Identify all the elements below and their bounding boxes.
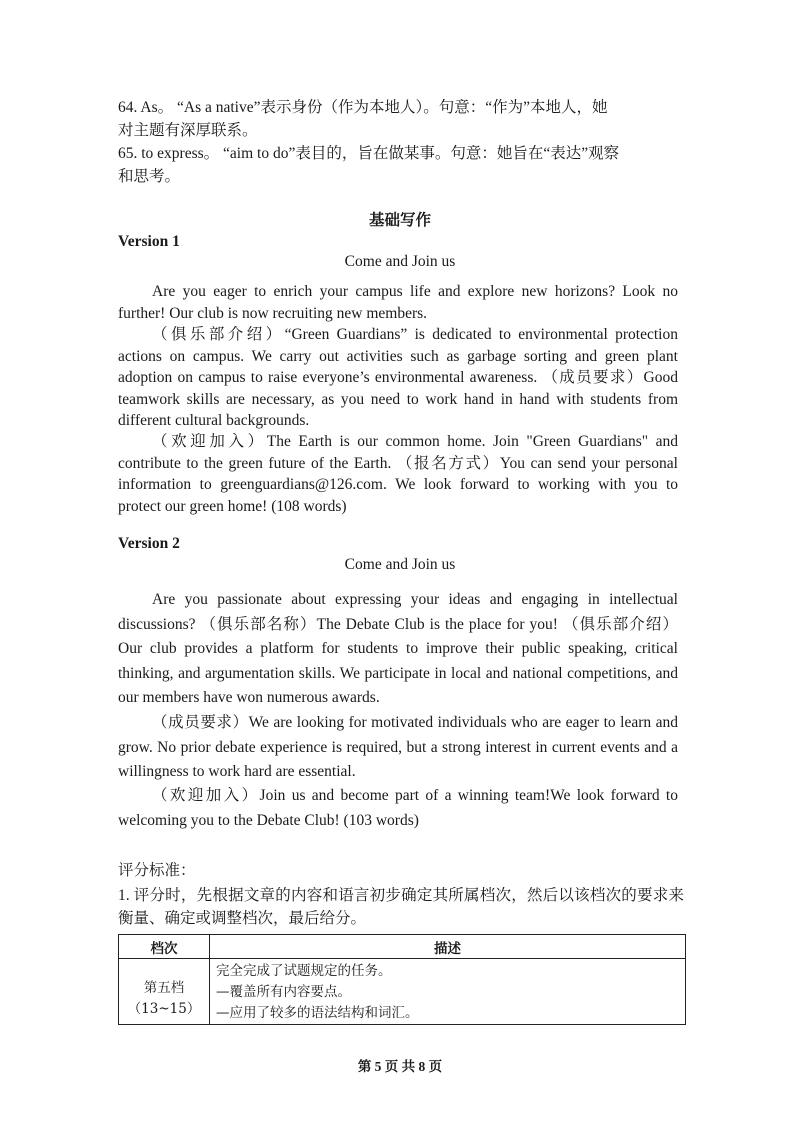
- answer-64-line1: 64. As。 “As a native”表示身份（作为本地人）。句意：“作为”本地人，她: [118, 99, 608, 116]
- table-header-level: 档次: [119, 935, 210, 959]
- table-row: [119, 959, 686, 1025]
- answer-65-line1: 65. to express。 “aim to do”表目的，旨在做某事。句意：她旨在“表达”观察: [118, 145, 620, 162]
- table-header-row: [119, 935, 686, 959]
- version1-paragraph-1: Are you eager to enrich your campus life and explore new horizons? Look no further! Our club is now recruiting new members.: [118, 283, 678, 322]
- scoring-rule-1: 1. 评分时，先根据文章的内容和语言初步确定其所属档次，然后以该档次的要求来衡量、确定或调整档次，最后给分。: [118, 887, 684, 927]
- version1-paragraph-3: （欢迎加入）The Earth is our common home. Join "Green Guardians" and contribute to the green future of the Earth. （报名方式）You can send your personal information to greenguardians@126.com. We look forward to working with you to protect our green home! (108 words): [118, 433, 678, 515]
- section-heading: 基础写作: [368, 212, 431, 229]
- scoring-title: 评分标准：: [118, 862, 196, 879]
- version1-label: Version 1: [118, 233, 180, 250]
- grade-level-name: 第五档: [143, 979, 185, 996]
- version1-paragraph-2: （俱乐部介绍）“Green Guardians” is dedicated to environmental protection actions on campus. We carry out activities such as garbage sorting and green plant adoption on campus to raise everyone’s environmental awareness. （成员要求）Good teamwork skills are necessary, as you need to work hand in hand with students from different cultural backgrounds.: [118, 326, 678, 429]
- version2-paragraph-1: Are you passionate about expressing your ideas and engaging in intellectual discussions? （俱乐部名称）The Debate Club is the place for you! （俱乐部介绍）Our club provides a platform for students to improve their public speaking, critical thinking, and argumentation skills. We participate in local and national competitions, and our members have won numerous awards.: [118, 591, 678, 706]
- grade-level-range: （13~15）: [127, 1000, 201, 1017]
- answer-65-line2: 和思考。: [118, 168, 181, 185]
- table-cell-level: [119, 959, 210, 1025]
- table-cell-description: [210, 959, 686, 1025]
- version2-paragraph-3: （欢迎加入）Join us and become part of a winning team!We look forward to welcoming you to the Debate Club! (103 words): [118, 787, 678, 829]
- page-footer: 第 5 页 共 8 页: [357, 1059, 443, 1074]
- version2-title: Come and Join us: [344, 556, 456, 573]
- grade-desc-line: —覆盖所有内容要点。: [216, 984, 351, 1000]
- version2-label: Version 2: [118, 535, 180, 552]
- grade-desc-line: 完全完成了试题规定的任务。: [216, 963, 392, 979]
- answer-64-line2: 对主题有深厚联系。: [118, 122, 258, 139]
- table-header-description: 描述: [210, 935, 686, 959]
- grading-table: [118, 934, 686, 1025]
- version2-paragraph-2: （成员要求）We are looking for motivated individuals who are eager to learn and grow. No prior debate experience is required, but a strong interest in current events and a willingness to work hard are essential.: [118, 714, 678, 780]
- version1-title: Come and Join us: [344, 253, 456, 270]
- grade-desc-line: —应用了较多的语法结构和词汇。: [216, 1005, 419, 1021]
